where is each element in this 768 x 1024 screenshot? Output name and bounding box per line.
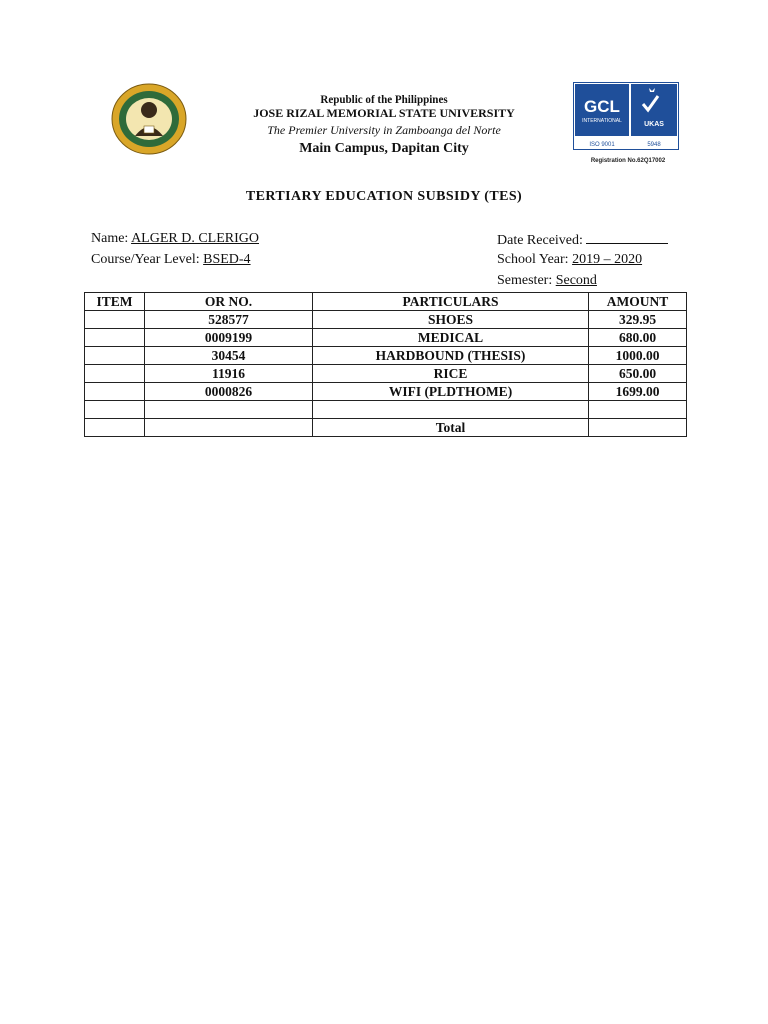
date-blank-line xyxy=(586,231,668,244)
course-label: Course/Year Level: xyxy=(91,252,200,267)
cell-or-no: 11916 xyxy=(145,365,313,383)
table-row xyxy=(85,347,687,365)
cell-amount xyxy=(589,401,687,419)
iso-certification-badge xyxy=(573,82,679,150)
name-label: Name: xyxy=(91,231,129,246)
date-label: Date Received: xyxy=(497,233,583,248)
student-name-row xyxy=(91,231,259,247)
cell-particulars: MEDICAL xyxy=(313,329,589,347)
table-row xyxy=(85,311,687,329)
cell-amount: 1000.00 xyxy=(589,347,687,365)
cell-item xyxy=(85,329,145,347)
cell-particulars: WIFI (PLDTHOME) xyxy=(313,383,589,401)
ukas-number: 5948 xyxy=(647,142,661,148)
gcl-sub-text: INTERNATIONAL xyxy=(582,118,622,124)
cell-particulars: RICE xyxy=(313,365,589,383)
cell-amount: 680.00 xyxy=(589,329,687,347)
semester-label: Semester: xyxy=(497,273,553,288)
total-label: Total xyxy=(313,419,589,437)
table-row xyxy=(85,383,687,401)
cell-item xyxy=(85,347,145,365)
cell-particulars: SHOES xyxy=(313,311,589,329)
republic-heading: Republic of the Philippines xyxy=(320,92,448,106)
school-year-label: School Year: xyxy=(497,252,569,267)
school-year-value: 2019 – 2020 xyxy=(572,252,643,267)
col-header-item: ITEM xyxy=(85,293,145,311)
cell-item xyxy=(85,311,145,329)
subsidy-table xyxy=(84,292,687,437)
name-value: ALGER D. CLERIGO xyxy=(131,231,259,246)
gcl-logo-text: GCL xyxy=(584,97,620,116)
iso-label: ISO 9001 xyxy=(589,142,615,148)
cell-item xyxy=(85,419,145,437)
cell-particulars: HARDBOUND (THESIS) xyxy=(313,347,589,365)
date-received-row xyxy=(497,231,668,249)
cell-item xyxy=(85,401,145,419)
cell-or-no: 0009199 xyxy=(145,329,313,347)
cell-item xyxy=(85,383,145,401)
total-value xyxy=(589,419,687,437)
cell-amount: 1699.00 xyxy=(589,383,687,401)
course-year-row xyxy=(91,252,251,268)
university-name: JOSE RIZAL MEMORIAL STATE UNIVERSITY xyxy=(253,106,515,120)
table-header-row xyxy=(85,293,687,311)
campus-name: Main Campus, Dapitan City xyxy=(299,141,469,156)
ukas-logo-text: UKAS xyxy=(644,121,664,128)
registration-number: Registration No.62Q17002 xyxy=(590,158,666,164)
cell-amount: 329.95 xyxy=(589,311,687,329)
table-row xyxy=(85,365,687,383)
document-title: TERTIARY EDUCATION SUBSIDY (TES) xyxy=(245,189,523,204)
cell-item xyxy=(85,365,145,383)
cell-or-no: 528577 xyxy=(145,311,313,329)
semester-value: Second xyxy=(555,273,597,288)
university-tagline: The Premier University in Zamboanga del Norte xyxy=(267,123,501,137)
cell-amount: 650.00 xyxy=(589,365,687,383)
table-row xyxy=(85,329,687,347)
table-row xyxy=(85,401,687,419)
table-total-row xyxy=(85,419,687,437)
cell-or-no: 30454 xyxy=(145,347,313,365)
cell-or-no xyxy=(145,401,313,419)
col-header-or-no: OR NO. xyxy=(145,293,313,311)
col-header-amount: AMOUNT xyxy=(589,293,687,311)
cell-particulars xyxy=(313,401,589,419)
school-year-row xyxy=(497,252,642,268)
cell-or-no: 0000826 xyxy=(145,383,313,401)
course-value: BSED-4 xyxy=(203,252,251,267)
col-header-particulars: PARTICULARS xyxy=(313,293,589,311)
cell-or-no xyxy=(145,419,313,437)
semester-row xyxy=(497,273,597,289)
